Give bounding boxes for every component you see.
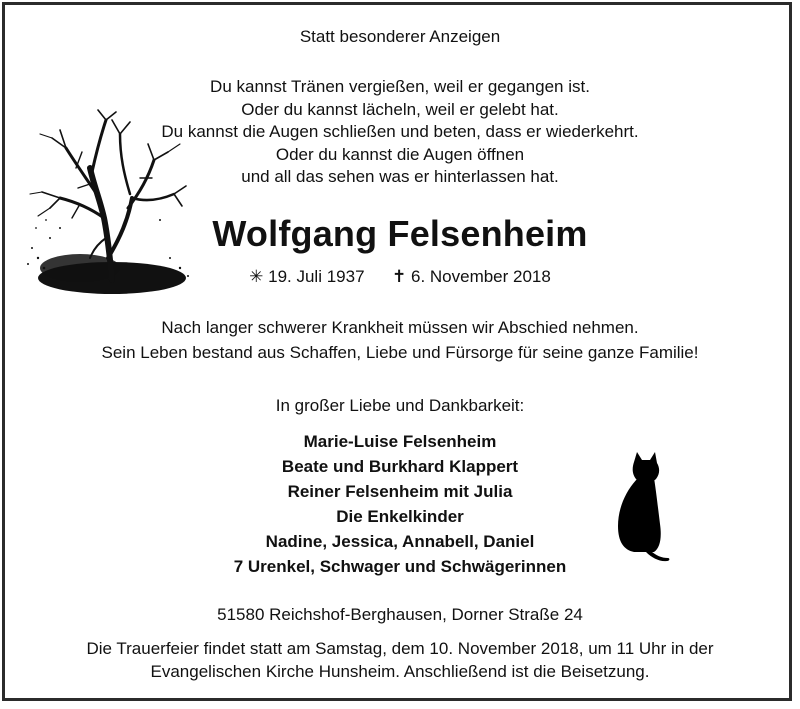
poem-line-3: Du kannst die Augen schließen und beten, dass er wiederkehrt. [161, 122, 639, 141]
mourner-2: Beate und Burkhard Klappert [281, 457, 519, 476]
mourner-6: 7 Urenkel, Schwager und Schwägerinnen [233, 557, 567, 576]
deceased-name: Wolfgang Felsenheim [212, 213, 588, 254]
mourners-intro: In großer Liebe und Dankbarkeit: [275, 396, 525, 415]
intro-line: Statt besonderer Anzeigen [299, 27, 501, 46]
death-date: 6. November 2018 [410, 267, 551, 286]
mourner-5: Nadine, Jessica, Annabell, Daniel [265, 532, 535, 551]
birth-star-icon: ✳ [249, 267, 264, 286]
sitting-cat-icon [604, 450, 674, 565]
poem-line-5: und all das sehen was er hinterlassen hat. [241, 167, 559, 186]
death-cross-icon: ✝ [392, 267, 407, 286]
poem-line-1: Du kannst Tränen vergießen, weil er gegangen ist. [210, 77, 590, 96]
poem-line-2: Oder du kannst lächeln, weil er gelebt hat. [241, 100, 559, 119]
birth-date: 19. Juli 1937 [268, 267, 365, 286]
mourner-4: Die Enkelkinder [336, 507, 464, 526]
message-line-2: Sein Leben bestand aus Schaffen, Liebe und Fürsorge für seine ganze Familie! [101, 343, 699, 362]
mourner-3: Reiner Felsenheim mit Julia [287, 482, 513, 501]
address: 51580 Reichshof-Berghausen, Dorner Straße 24 [217, 605, 583, 624]
message-line-1: Nach langer schwerer Krankheit müssen wir Abschied nehmen. [161, 318, 639, 337]
funeral-line-1: Die Trauerfeier findet statt am Samstag, dem 10. November 2018, um 11 Uhr in der [86, 639, 714, 658]
poem-line-4: Oder du kannst die Augen öffnen [275, 145, 525, 164]
mourner-1: Marie-Luise Felsenheim [303, 432, 497, 451]
bare-tree-icon [20, 108, 195, 303]
funeral-line-2: Evangelischen Kirche Hunsheim. Anschließend ist die Beisetzung. [150, 662, 650, 681]
